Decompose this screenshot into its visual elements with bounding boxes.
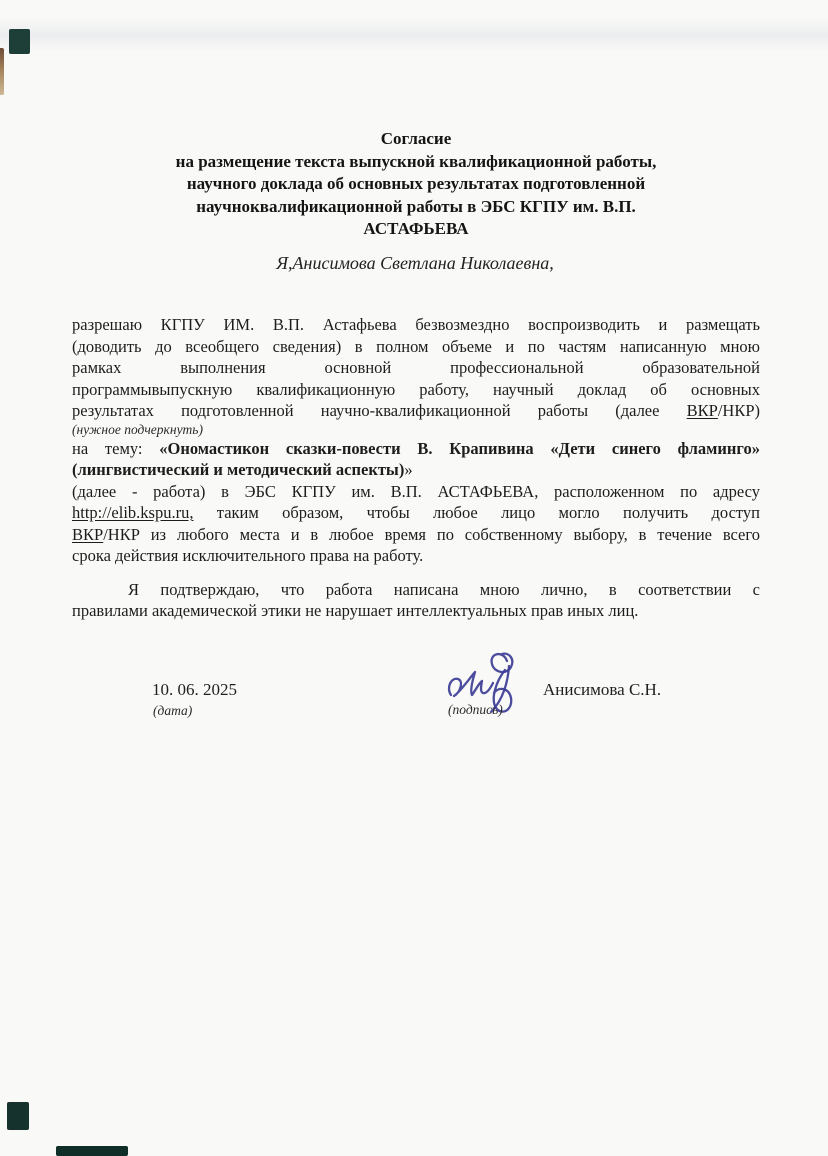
title-line-1: Согласие (380, 129, 452, 148)
left-edge-scan-artifact (0, 48, 4, 95)
topic-subtitle-bold: (лингвистический и методический аспекты) (72, 460, 405, 479)
placement-line3-rest: /НКР из любого места и в любое время по собственному выбору, в течение всего (103, 524, 760, 544)
signature-label: (подпись) (448, 702, 503, 717)
underline-note: (нужное подчеркнуть) (72, 421, 203, 437)
placement-paragraph-line: срока действия исключительного права на работу. (72, 546, 424, 565)
signatory-name: Анисимова С.Н. (543, 680, 662, 699)
placement-paragraph-line: (далее - работа) в ЭБС КГПУ им. В.П. АСТАФЬЕВА, расположенном по адресу (72, 481, 760, 501)
scan-artifact-bottom-left (7, 1102, 29, 1130)
consent-final-pre: результатах подготовленной научно-квалификационной работы (далее (72, 401, 687, 420)
consent-paragraph-line: разрешаю КГПУ ИМ. В.П. Астафьева безвозмездно воспроизводить и размещать (72, 315, 760, 334)
thesis-topic-line-2 (72, 459, 760, 481)
document-body (72, 314, 760, 622)
topic-closing-quote: » (404, 460, 413, 479)
consent-paragraph-line: рамках выполнения основной профессиональной образовательной (72, 358, 760, 377)
paragraph-gap (72, 567, 760, 579)
document-title (86, 128, 746, 241)
thesis-topic-line-1 (72, 438, 760, 460)
title-line-5: АСТАФЬЕВА (363, 219, 469, 238)
title-line-3: научного доклада об основных результатах подготовленной (186, 174, 646, 193)
date-label: (дата) (153, 703, 193, 718)
placement-paragraph-line (72, 524, 760, 546)
scan-artifact-bottom-bar (56, 1146, 128, 1156)
title-line-4: научноквалификационной работы в ЭБС КГПУ им. В.П. (196, 196, 636, 216)
title-line-2: на размещение текста выпускной квалификационной работы, (175, 151, 657, 171)
scan-artifact-top-left (9, 29, 30, 54)
elib-url: http://elib.kspu.ru, (72, 503, 194, 522)
topic-prefix: на тему: (72, 438, 160, 458)
topic-title-bold: «Ономастикон сказки-повести В. Крапивина «Дети синего фламинго» (159, 438, 760, 458)
confirmation-line-2: правилами академической этики не нарушает интеллектуальных прав иных лиц. (72, 601, 639, 620)
placement-line2-rest: таким образом, чтобы любое лицо могло получить доступ (193, 503, 760, 522)
consent-paragraph-line (72, 400, 760, 422)
vkr-underlined: ВКР (686, 401, 718, 420)
consent-paragraph-line: (доводить до всеобщего сведения) в полном объеме и по частям написанную мною (72, 336, 760, 356)
placement-paragraph-line (72, 502, 760, 524)
consent-final-post: /НКР) (717, 401, 760, 420)
consent-paragraph-line: программывыпускную квалификационную работу, научный доклад об основных (72, 379, 760, 399)
date-value: 10. 06. 2025 (152, 680, 237, 699)
scan-shading-band (0, 18, 828, 52)
confirmation-line-1: Я подтверждаю, что работа написана мною лично, в соответствии с (128, 579, 760, 599)
declarant-name-line: Я,Анисимова Светлана Николаевна, (276, 253, 554, 273)
vkr-underlined: ВКР (72, 524, 104, 544)
